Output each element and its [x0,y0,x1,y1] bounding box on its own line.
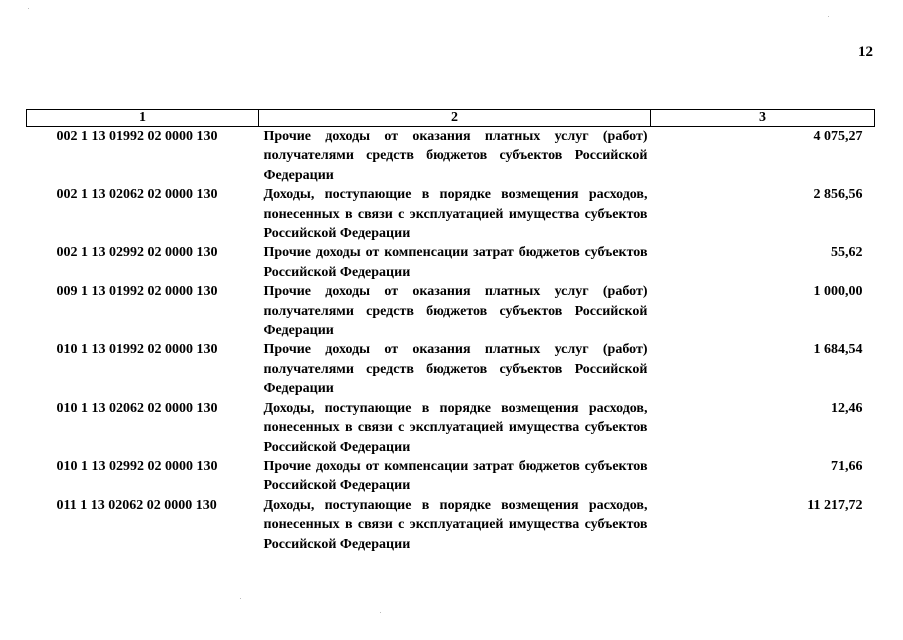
revenue-amount: 2 856,56 [813,187,863,203]
table-header [27,110,875,127]
budget-code: 002 1 13 02992 02 0000 130 [56,245,218,261]
revenue-amount: 71,66 [831,458,863,474]
table-row [27,399,875,457]
table-row [27,185,875,243]
revenue-amount: 55,62 [831,245,863,261]
header-row [27,110,875,127]
revenue-amount: 1 000,00 [813,284,863,300]
revenue-name: Доходы, поступающие в порядке возмещения расходов, понесенных в связи с эксплуатацией имущества субъектов Российской Федерации [263,187,648,242]
revenue-name: Прочие доходы от оказания платных услуг (работ) получателями средств бюджетов субъектов Российской Федерации [263,284,648,339]
scan-speck [380,612,381,613]
revenue-table [26,109,875,554]
page-number: 12 [858,44,873,60]
header-col-2: 2 [259,110,651,127]
budget-code: 002 1 13 01992 02 0000 130 [56,129,218,144]
budget-code: 010 1 13 02992 02 0000 130 [56,458,218,474]
budget-code: 010 1 13 02062 02 0000 130 [56,400,218,416]
revenue-amount: 1 684,54 [813,342,863,358]
scan-speck [240,598,241,599]
revenue-name: Прочие доходы от оказания платных услуг (работ) получателями средств бюджетов субъектов Российской Федерации [263,129,648,183]
revenue-amount: 11 217,72 [807,497,863,513]
revenue-name: Доходы, поступающие в порядке возмещения расходов, понесенных в связи с эксплуатацией имущества субъектов Российской Федерации [263,400,648,455]
revenue-amount: 12,46 [831,400,863,416]
budget-code: 009 1 13 01992 02 0000 130 [56,284,218,300]
budget-code: 011 1 13 02062 02 0000 130 [56,497,217,513]
table-body [27,127,875,554]
table-row [27,282,875,340]
revenue-name: Прочие доходы от компенсации затрат бюджетов субъектов Российской Федерации [263,458,648,494]
table-row [27,127,875,186]
table-row [27,457,875,496]
header-col-1: 1 [27,110,259,127]
revenue-name: Прочие доходы от компенсации затрат бюджетов субъектов Российской Федерации [263,245,648,280]
revenue-name: Доходы, поступающие в порядке возмещения расходов, понесенных в связи с эксплуатацией имущества субъектов Российской Федерации [263,497,648,552]
header-col-3: 3 [651,110,875,127]
scan-speck [28,8,29,9]
budget-code: 002 1 13 02062 02 0000 130 [56,187,218,203]
budget-code: 010 1 13 01992 02 0000 130 [56,342,218,358]
revenue-amount: 4 075,27 [813,129,863,144]
revenue-name: Прочие доходы от оказания платных услуг (работ) получателями средств бюджетов субъектов Российской Федерации [263,342,648,397]
table-row [27,340,875,398]
table-row [27,496,875,554]
table-row [27,243,875,282]
scan-speck [828,16,829,17]
